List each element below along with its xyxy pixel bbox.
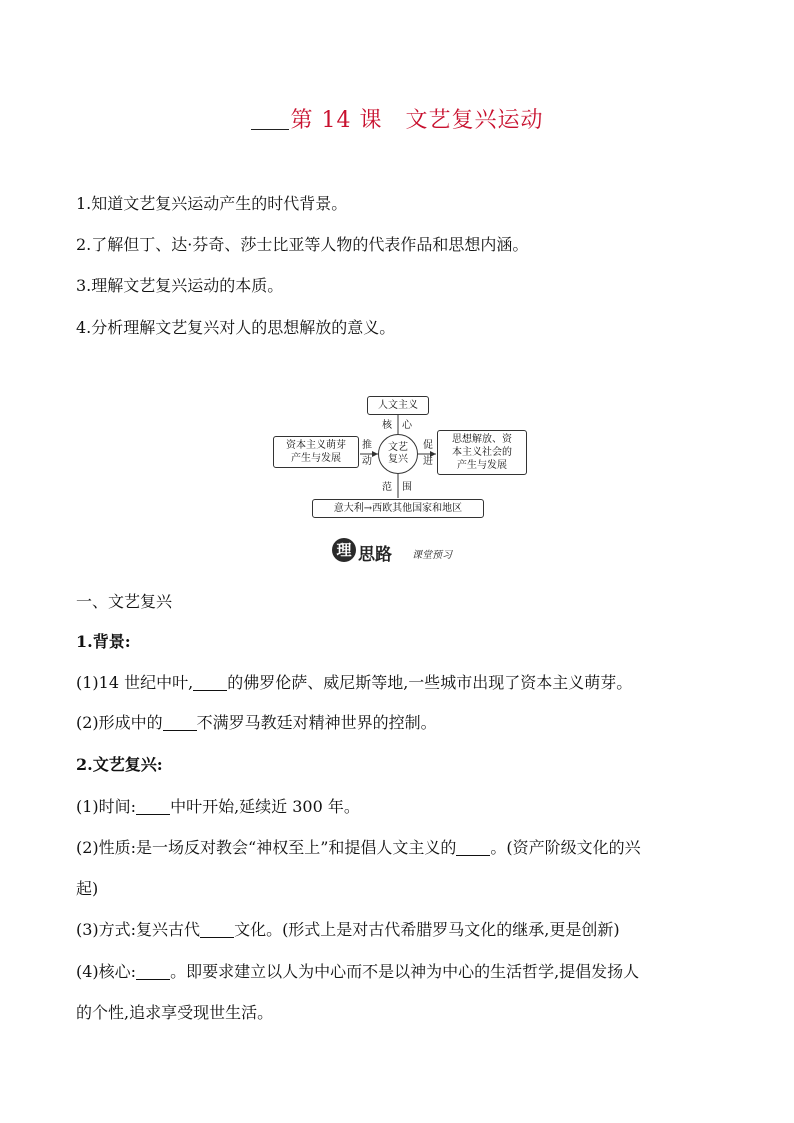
- box-liberation-line2: 本主义社会的: [452, 447, 512, 458]
- logo-mark-icon: 理: [332, 538, 356, 562]
- renaissance-item-4-cont: 的个性,追求享受现世生活。: [76, 1003, 274, 1022]
- objective-3: 3.理解文艺复兴运动的本质。: [76, 276, 284, 295]
- box-capitalism-line2: 产生与发展: [291, 453, 341, 464]
- blank-6: [136, 963, 170, 980]
- blank-5: [200, 921, 234, 938]
- background-heading: 1.背景:: [76, 632, 131, 651]
- renaissance-item-2-cont: 起): [76, 879, 99, 898]
- background-item-1: (1)14 世纪中叶, 的佛罗伦萨、威尼斯等地,一些城市出现了资本主义萌芽。: [76, 673, 633, 692]
- box-liberation: [437, 430, 527, 475]
- box-liberation-line1: 思想解放、资: [452, 434, 512, 445]
- renaissance-heading: 2.文艺复兴:: [76, 755, 163, 774]
- background-item-2: (2)形成中的 不满罗马教廷对精神世界的控制。: [76, 713, 437, 732]
- label-push-a: 推: [362, 440, 372, 451]
- logo-text: 思路: [358, 545, 392, 565]
- objective-4: 4.分析理解文艺复兴对人的思想解放的意义。: [76, 318, 396, 337]
- circle-line1: 文艺: [388, 442, 408, 453]
- blank-1: [193, 674, 227, 691]
- page-title: 第 14 课 文艺复兴运动: [0, 103, 794, 134]
- renaissance-item-3: (3)方式:复兴古代 文化。(形式上是对古代希腊罗马文化的继承,更是创新): [76, 920, 620, 939]
- logo-subtitle: 课堂预习: [412, 550, 452, 561]
- label-scope-a: 范: [382, 482, 392, 493]
- label-scope-b: 围: [402, 482, 412, 493]
- renaissance-item-4: (4)核心: 。即要求建立以人为中心而不是以神为中心的生活哲学,提倡发扬人: [76, 962, 640, 981]
- label-core-a: 核: [382, 420, 392, 431]
- label-core-b: 心: [402, 420, 412, 431]
- renaissance-item-2: (2)性质:是一场反对教会“神权至上”和提倡人文主义的 。(资产阶级文化的兴: [76, 838, 641, 857]
- circle-renaissance: [378, 434, 418, 474]
- box-capitalism-sprouts: [273, 436, 359, 468]
- blank-3: [136, 798, 170, 815]
- blank-2: [163, 714, 197, 731]
- label-push-b: 动: [362, 456, 372, 467]
- concept-diagram: [268, 392, 532, 522]
- section-heading: 一、文艺复兴: [76, 592, 173, 611]
- box-scope: 意大利→西欧其他国家和地区: [312, 499, 484, 518]
- label-promote-a: 促: [423, 440, 433, 451]
- box-capitalism-line1: 资本主义萌芽: [286, 440, 346, 451]
- section-logo: [332, 538, 472, 568]
- box-humanism: 人文主义: [367, 396, 429, 415]
- objective-1: 1.知道文艺复兴运动产生的时代背景。: [76, 194, 348, 213]
- renaissance-item-1: (1)时间: 中叶开始,延续近 300 年。: [76, 797, 360, 816]
- blank-4: [456, 839, 490, 856]
- label-promote-b: 进: [423, 456, 433, 467]
- title-blank: [251, 111, 289, 130]
- box-liberation-line3: 产生与发展: [457, 460, 507, 471]
- objective-2: 2.了解但丁、达·芬奇、莎士比亚等人物的代表作品和思想内涵。: [76, 235, 529, 254]
- circle-line2: 复兴: [388, 454, 408, 465]
